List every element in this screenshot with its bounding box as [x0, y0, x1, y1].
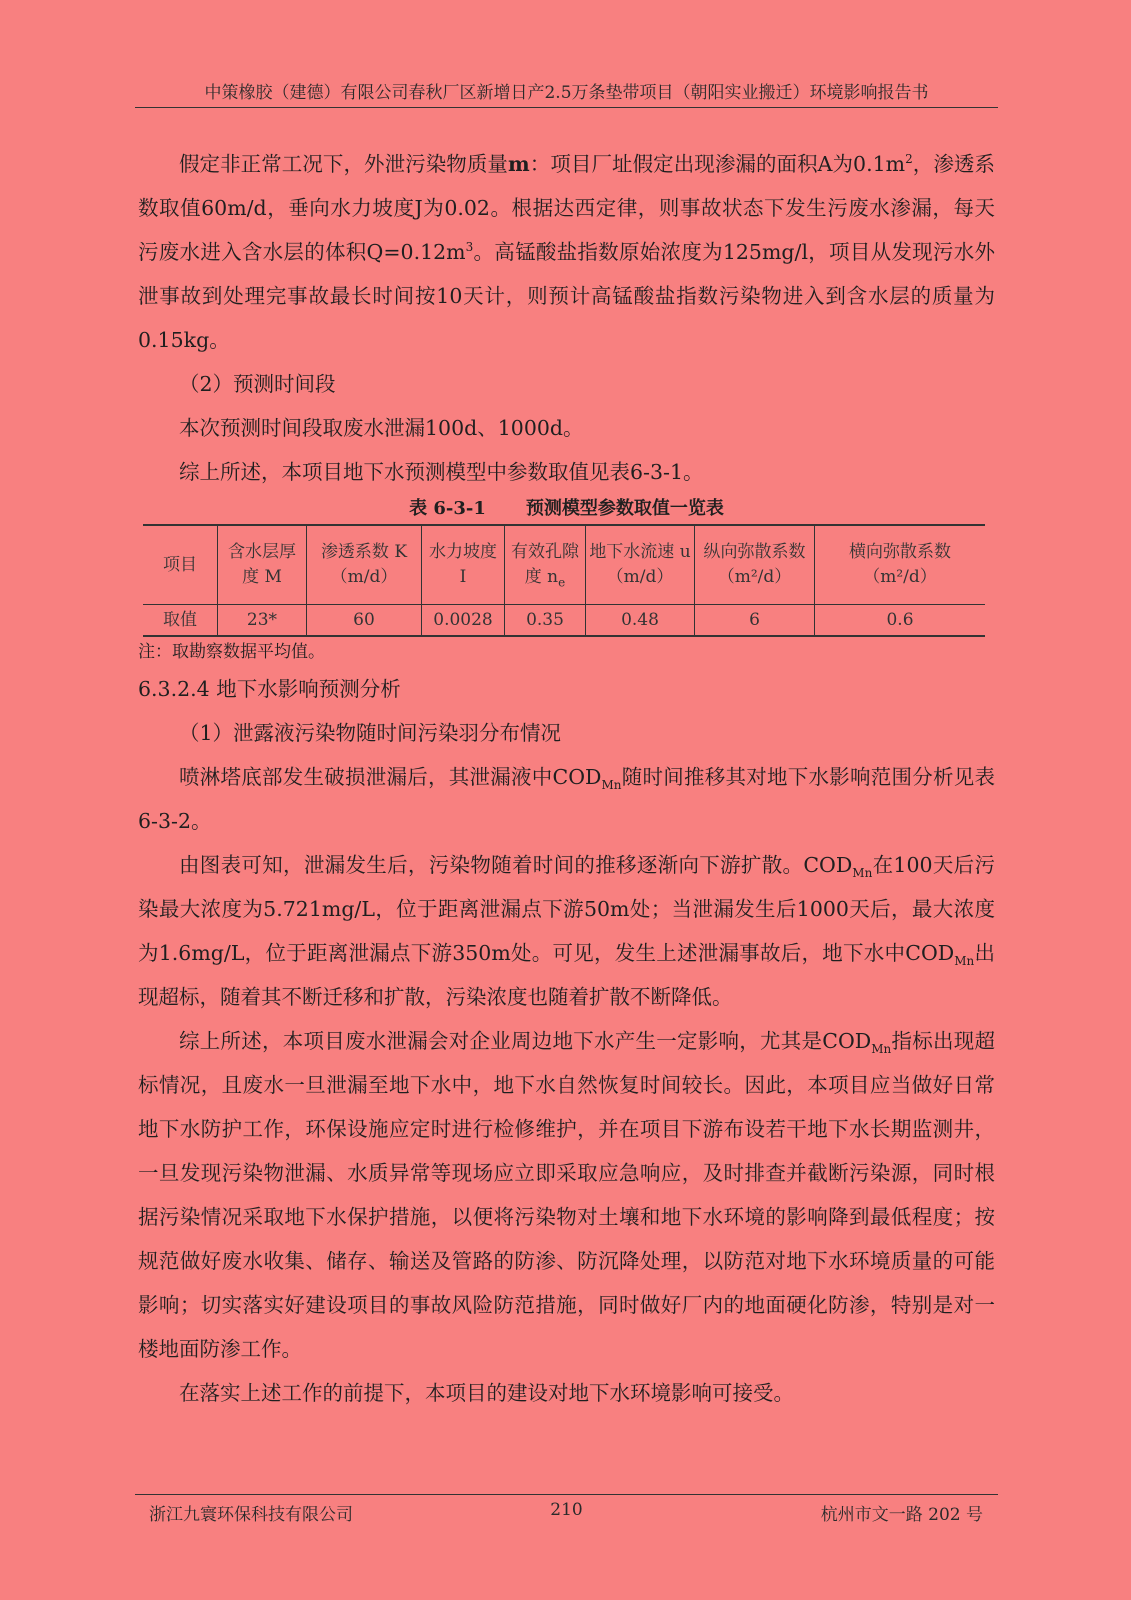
paragraph-mass: 假定非正常工况下，外泄污染物质量m：项目厂址假定出现渗漏的面积A为$0.1m^2$，渗透系数取值60m/d，垂向水力坡度J为0.02。根据达西定律，则事故状态下发生污废水渗漏，每天污废水进入含水层的体积$Q=0.12m^3$。高锰酸盐指数原始浓度为125mg/l，项目从发现污水外泄事故到处理完事故最长时间按10天计，则预计高锰酸盐指数污染物进入到含水层的质量为0.15kg。 — [138, 152, 995, 352]
paragraph-summary-params: 综上所述，本项目地下水预测模型中参数取值见表6-3-1。 — [179, 460, 704, 484]
document-body — [138, 142, 995, 1415]
table-cell: 0.0028 — [422, 605, 505, 637]
table-header-cell: 含水层厚度 M — [218, 525, 307, 605]
table-header-cell: 地下水流速 u（m/d） — [586, 525, 695, 605]
paragraph-leak: 喷淋塔底部发生破损泄漏后，其泄漏液中$COD_{Mn}$随时间推移其对地下水影响范围分析见表6-3-2。 — [138, 765, 995, 833]
paragraph-results: 由图表可知，泄漏发生后，污染物随着时间的推移逐渐向下游扩散。$COD_{Mn}$在100天后污染最大浓度为5.721mg/L，位于距离泄漏点下游50m处；当泄漏发生后1000天后，最大浓度为1.6mg/L，位于距离泄漏点下游350m处。可见，发生上述泄漏事故后，地下水中$COD_{Mn}$出现超标，随着其不断迁移和扩散，污染浓度也随着扩散不断降低。 — [138, 853, 996, 1009]
table-cell: 取值 — [143, 605, 218, 637]
table-header-row — [143, 525, 985, 605]
footer-company: 浙江九寰环保科技有限公司 — [149, 1505, 353, 1525]
table-row — [143, 605, 985, 637]
table-cell: 23* — [218, 605, 307, 637]
parameter-table — [143, 524, 985, 637]
table-cell: 0.6 — [815, 605, 986, 637]
table-note: 注：取勘察数据平均值。 — [138, 642, 325, 662]
footer-address: 杭州市文一路 202 号 — [820, 1505, 983, 1525]
table-header-cell: 渗透系数 K（m/d） — [307, 525, 422, 605]
page-header: 中策橡胶（建德）有限公司春秋厂区新增日产2.5万条垫带项目（朝阳实业搬迁）环境影响报告书 — [135, 78, 998, 108]
table-title: 预测模型参数取值一览表 — [525, 498, 724, 519]
subheading-plume: （1）泄露液污染物随时间污染羽分布情况 — [179, 721, 562, 745]
table-number: 表 6-3-1 — [409, 498, 486, 519]
table-header-cell: 横向弥散系数（m²/d） — [815, 525, 986, 605]
table-cell: 0.48 — [586, 605, 695, 637]
table-header-cell: 项目 — [143, 525, 218, 605]
table-cell: 0.35 — [505, 605, 586, 637]
paragraph-final: 在落实上述工作的前提下，本项目的建设对地下水环境影响可接受。 — [179, 1381, 794, 1405]
subheading-prediction-period: （2）预测时间段 — [179, 372, 336, 396]
table-header-cell: 有效孔隙度 $n_e$ — [505, 525, 586, 605]
table-header-cell: 水力坡度 I — [422, 525, 505, 605]
page-number: 210 — [550, 1500, 583, 1520]
table-cell: 60 — [307, 605, 422, 637]
page-footer — [135, 1494, 998, 1526]
table-caption — [138, 496, 995, 522]
paragraph-period: 本次预测时间段取废水泄漏100d、1000d。 — [179, 416, 584, 440]
table-header-cell: 纵向弥散系数（m²/d） — [695, 525, 815, 605]
paragraph-conclusion: 综上所述，本项目废水泄漏会对企业周边地下水产生一定影响，尤其是$COD_{Mn}$指标出现超标情况，且废水一旦泄漏至地下水中，地下水自然恢复时间较长。因此，本项目应当做好日常地下水防护工作，环保设施应定时进行检修维护，并在项目下游布设若干地下水长期监测井，一旦发现污染物泄漏、水质异常等现场应立即采取应急响应，及时排查并截断污染源，同时根据污染情况采取地下水保护措施，以便将污染物对土壤和地下水环境的影响降到最低程度；按规范做好废水收集、储存、输送及管路的防渗、防沉降处理，以防范对地下水环境质量的可能影响；切实落实好建设项目的事故风险防范措施，同时做好厂内的地面硬化防渗，特别是对一楼地面防渗工作。 — [138, 1029, 995, 1361]
table-cell: 6 — [695, 605, 815, 637]
section-heading: 6.3.2.4 地下水影响预测分析 — [138, 677, 401, 701]
